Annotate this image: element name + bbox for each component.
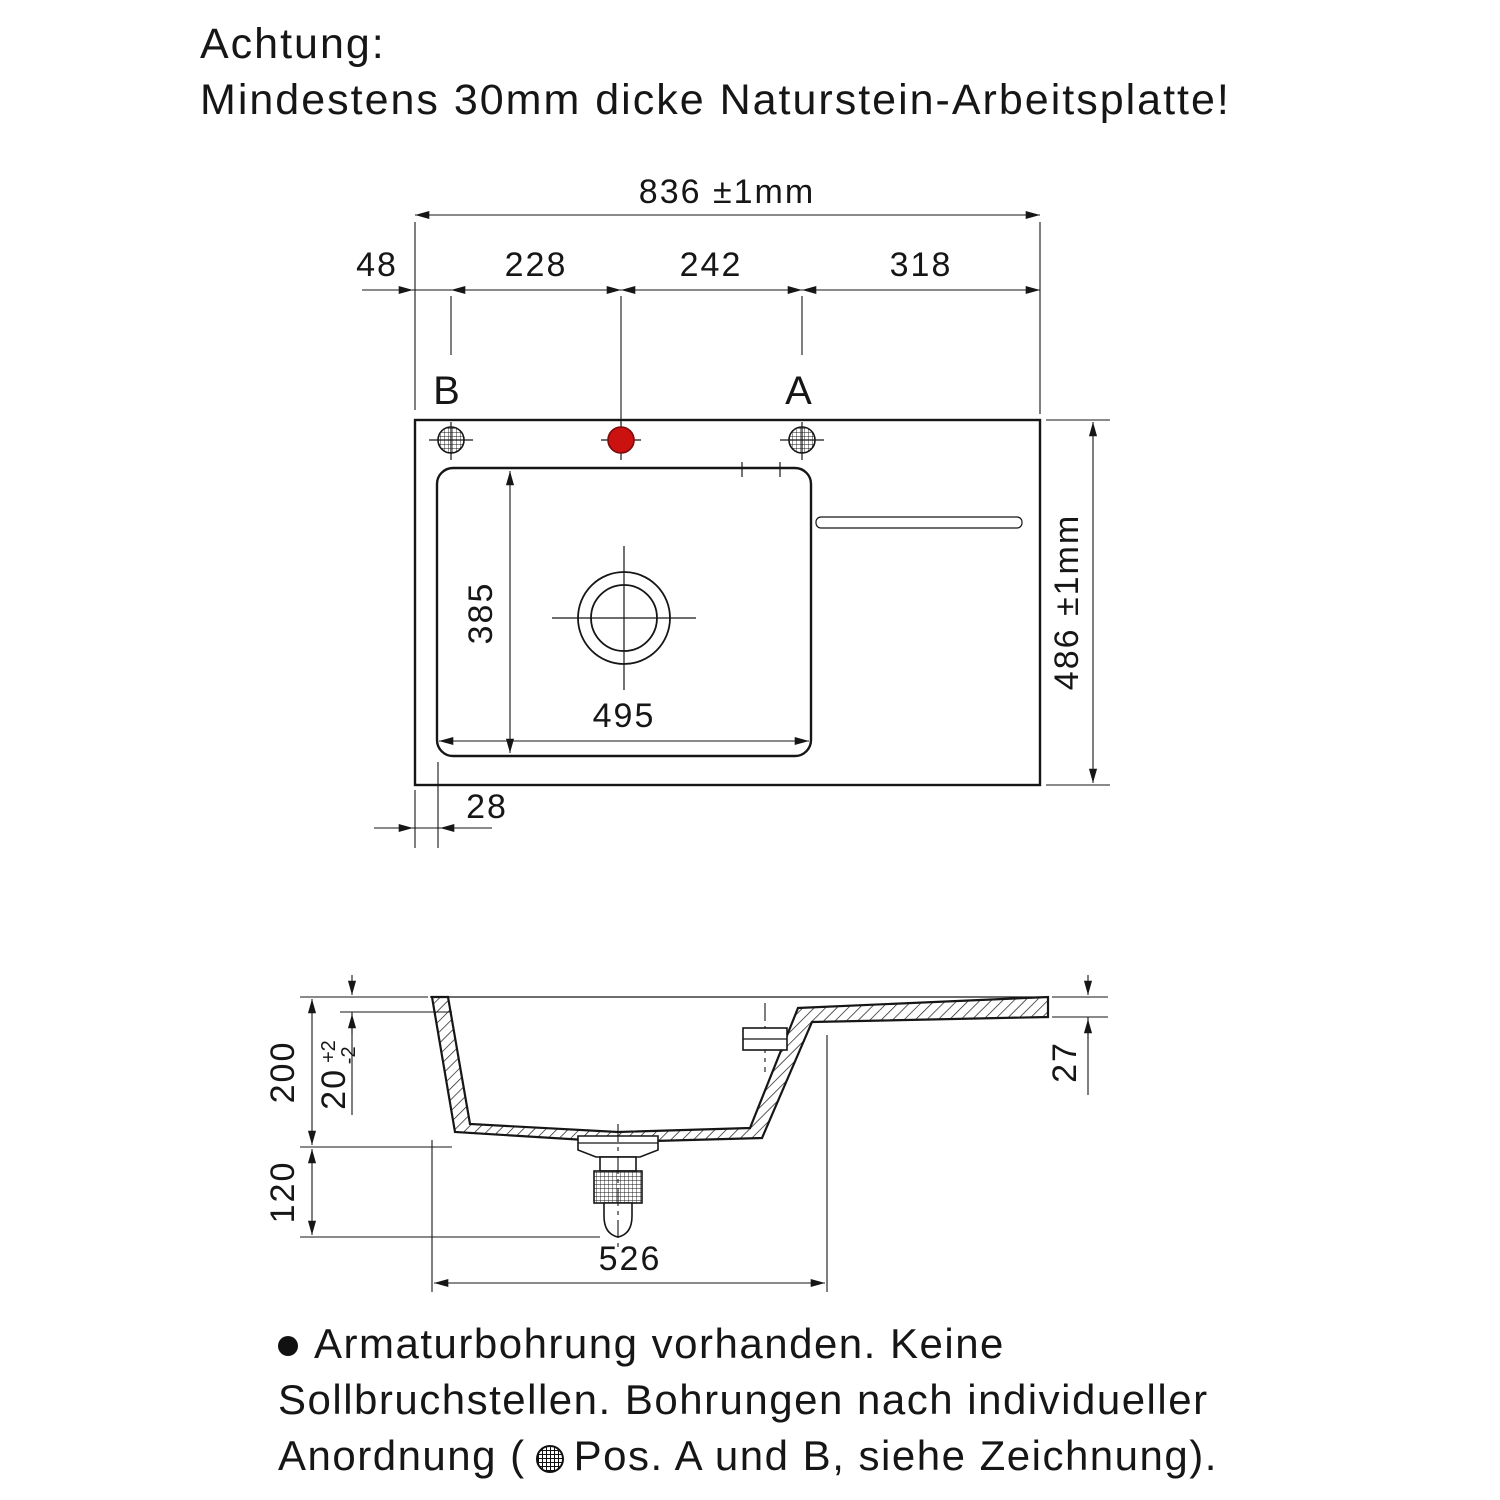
note-text-1: Armaturbohrung vorhanden. Keine (314, 1320, 1005, 1367)
dim-height: 486 ±1mm (1048, 513, 1086, 691)
note-line-1 (278, 1316, 1218, 1372)
note-line-2: Sollbruchstellen. Bohrungen nach individueller (278, 1376, 1209, 1423)
dim-basin-width: 495 (592, 697, 656, 735)
top-view (415, 369, 1040, 785)
note-line-3 (278, 1428, 1218, 1484)
hole-label-b: B (433, 369, 461, 413)
tap-hole-a (780, 422, 824, 460)
hole-label-a: A (785, 369, 813, 413)
drain-fitting (578, 1124, 658, 1252)
top-view-dimensions (356, 173, 1110, 848)
dim-drain-height: 120 (264, 1160, 302, 1224)
dim-rim-thickness: $20^{+2}-2$ (315, 1040, 360, 1110)
tap-hole-b (429, 422, 473, 460)
sink-outline (415, 420, 1040, 785)
dim-bowl-outer-width: 526 (598, 1240, 662, 1278)
drainboard-groove (816, 517, 1022, 528)
dim-basin-depth: 385 (462, 581, 500, 645)
note-text-3a: Anordnung ( (278, 1432, 526, 1479)
dim-total-width: 836 ±1mm (638, 173, 816, 211)
dim-seg-48: 48 (356, 246, 398, 284)
section-material (432, 997, 1048, 1142)
dim-corner-offset: 28 (466, 788, 508, 826)
drill-position-icon (536, 1445, 564, 1473)
warning-line-2: Mindestens 30mm dicke Naturstein-Arbeitsplatte! (200, 76, 1231, 124)
dim-seg-318: 318 (889, 246, 953, 284)
dim-edge-thickness: 27 (1046, 1041, 1084, 1083)
section-view (430, 997, 1048, 1252)
dim-seg-242: 242 (679, 246, 743, 284)
drain-symbol (552, 546, 696, 690)
dim-bowl-depth: 200 (264, 1040, 302, 1104)
tap-hole-center-red (601, 422, 641, 460)
red-drill-hole (608, 427, 634, 453)
filled-circle-icon (278, 1336, 298, 1356)
note-text-3b: Pos. A und B, siehe Zeichnung). (573, 1432, 1218, 1479)
dim-seg-228: 228 (504, 246, 568, 284)
warning-line-1: Achtung: (200, 20, 386, 68)
notes (278, 1316, 1218, 1484)
